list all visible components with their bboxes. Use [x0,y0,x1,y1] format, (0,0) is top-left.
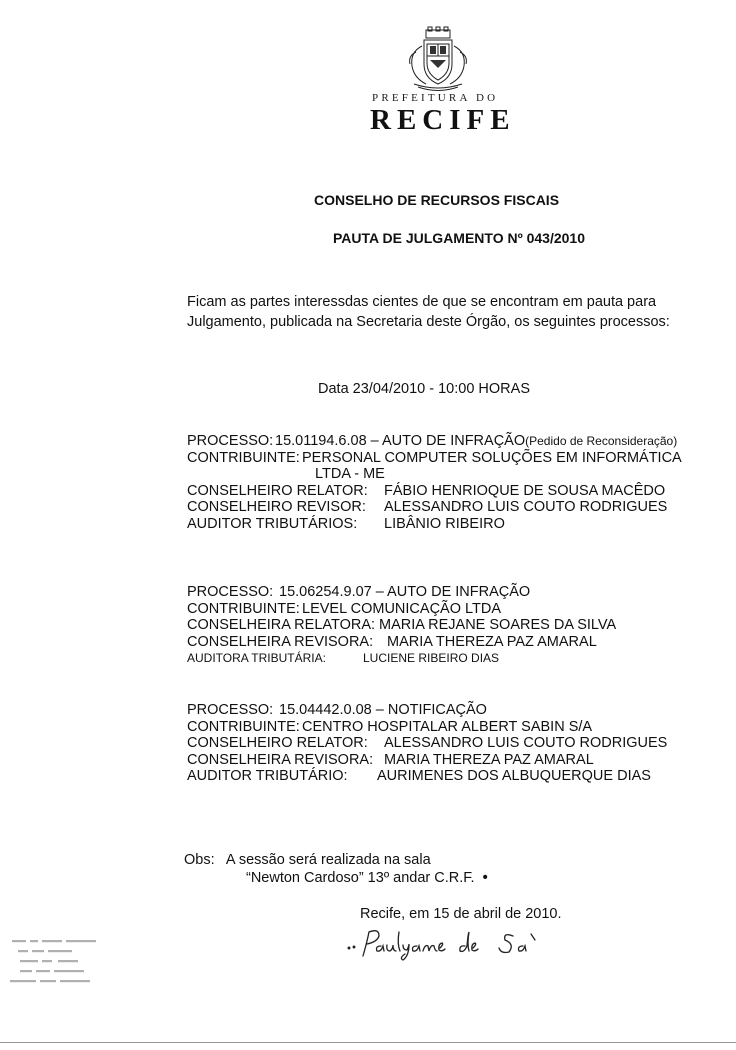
contribuinte-value: PERSONAL COMPUTER SOLUÇÕES EM INFORMÁTICA [302,449,682,466]
place-date: Recife, em 15 de abril de 2010. [360,906,562,922]
auditor-label: AUDITORA TRIBUTÁRIA: [187,651,326,666]
relator-label: CONSELHEIRO RELATOR: [187,735,368,752]
revisor-value: MARIA THEREZA PAZ AMARAL [384,751,594,768]
relator-value: ALESSANDRO LUIS COUTO RODRIGUES [384,735,668,752]
processo-label: PROCESSO: [187,433,274,449]
relator-label: CONSELHEIRA RELATORA: [187,617,376,634]
process-block-1 [187,433,707,533]
prefeitura-label: PREFEITURA DO [372,92,499,104]
relator-value: FÁBIO HENRIOQUE DE SOUSA MACÊDO [384,482,666,499]
intro-line-1: Ficam as partes interessdas cientes de que se encontram em pauta para [187,294,657,310]
obs-line-1 [184,852,431,868]
revisor-label: CONSELHEIRO REVISOR: [187,499,366,516]
revisor-label: CONSELHEIRA REVISORA: [187,751,374,768]
contribuinte-value-cont: LTDA - ME [315,466,385,483]
auditor-value: LIBÂNIO RIBEIRO [384,515,505,532]
contribuinte-label: CONTRIBUINTE: [187,718,300,735]
contribuinte-label: CONTRIBUINTE: [187,600,300,617]
revisor-label: CONSELHEIRA REVISORA: [187,633,374,650]
processo-number: 15.01194.6.08 – AUTO DE INFRAÇÃO [275,433,526,449]
obs-line-2 [246,870,488,886]
relator-value: MARIA REJANE SOARES DA SILVA [379,617,617,634]
contribuinte-value: CENTRO HOSPITALAR ALBERT SABIN S/A [302,718,593,735]
scan-edge-line [0,1042,736,1043]
signature-image [345,924,585,964]
processo-note: (Pedido de Reconsideração) [525,434,678,448]
processo-value [275,433,677,450]
obs-dot: • [478,870,488,886]
obs-text-2: “Newton Cardoso” 13º andar C.R.F. [246,870,475,886]
intro-paragraph [187,292,670,332]
revisor-value: MARIA THEREZA PAZ AMARAL [387,633,597,650]
auditor-value: LUCIENE RIBEIRO DIAS [363,651,500,666]
processo-label: PROCESSO: [187,584,274,600]
processo-value: 15.06254.9.07 – AUTO DE INFRAÇÃO [279,584,531,600]
processo-value: 15.04442.0.08 – NOTIFICAÇÃO [279,702,487,718]
stamp-mark [6,936,106,990]
auditor-label: AUDITOR TRIBUTÁRIO: [187,768,348,785]
session-date: Data 23/04/2010 - 10:00 HORAS [318,381,530,397]
coat-of-arms-icon [396,26,480,92]
obs-text-1: A sessão será realizada na sala [225,852,431,868]
revisor-value: ALESSANDRO LUIS COUTO RODRIGUES [384,499,668,516]
city-name: RECIFE [370,104,516,136]
obs-label: Obs: [184,852,215,868]
relator-label: CONSELHEIRO RELATOR: [187,482,368,499]
agenda-title: PAUTA DE JULGAMENTO Nº 043/2010 [333,230,585,246]
auditor-value: AURIMENES DOS ALBUQUERQUE DIAS [377,768,651,785]
auditor-label: AUDITOR TRIBUTÁRIOS: [187,515,358,532]
council-title: CONSELHO DE RECURSOS FISCAIS [314,192,560,208]
processo-label: PROCESSO: [187,702,274,718]
contribuinte-label: CONTRIBUINTE: [187,449,300,466]
intro-line-2: Julgamento, publicada na Secretaria deste Órgão, os seguintes processos: [187,314,670,330]
contribuinte-value: LEVEL COMUNICAÇÃO LTDA [302,600,502,617]
process-block-2 [187,584,707,667]
process-block-3 [187,702,707,785]
